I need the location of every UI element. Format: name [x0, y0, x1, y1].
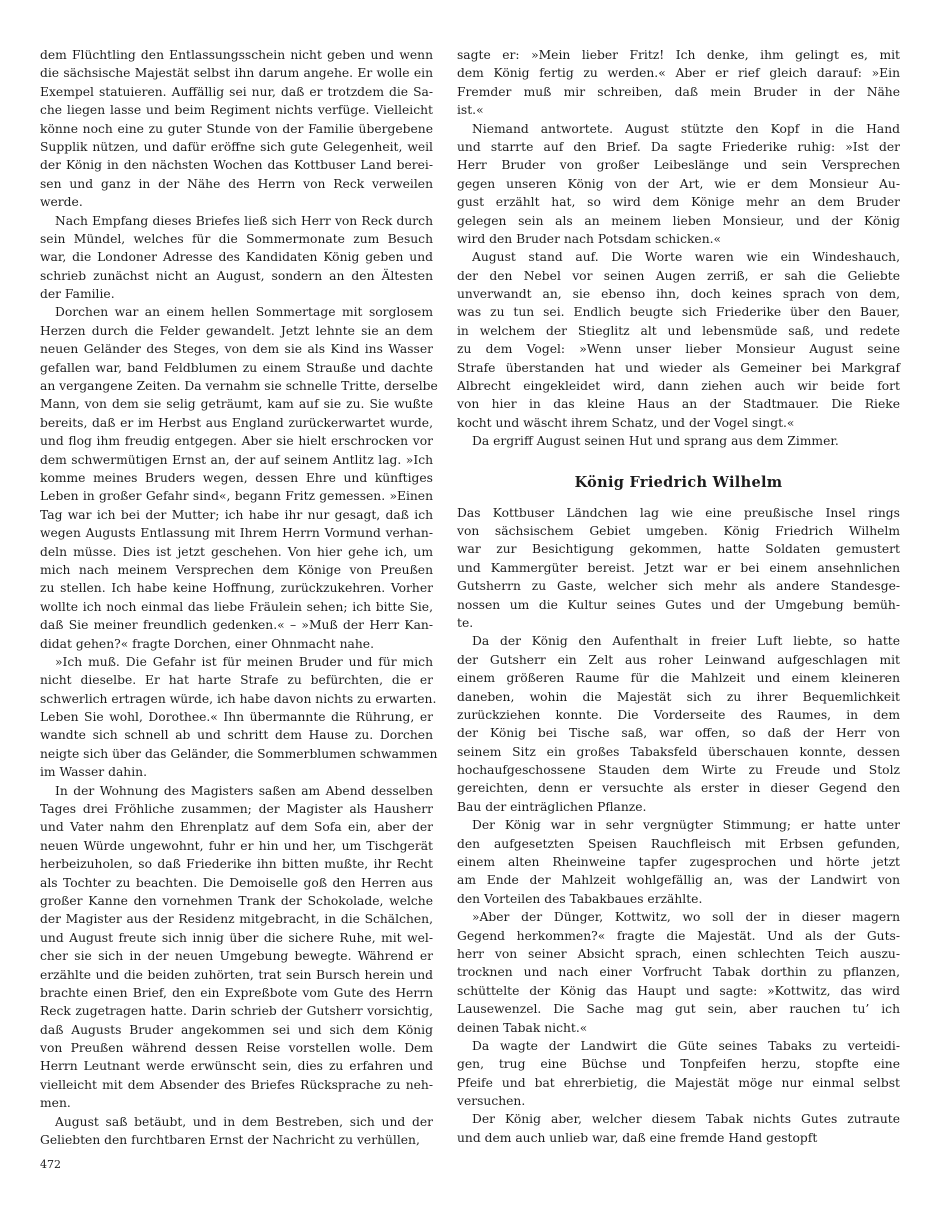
left-text-column	[40, 46, 438, 1149]
paragraph	[457, 1037, 900, 1111]
text-line: te.	[457, 615, 474, 630]
paragraph	[457, 908, 900, 1037]
text-line: der König bei Tische saß, war offen, so daß der Herr von	[457, 726, 900, 741]
text-line: und Kammergüter bereist. Jetzt war er bei einem ansehnlichen	[457, 560, 900, 575]
paragraph	[40, 1113, 433, 1150]
text-line: August stand auf. Die Worte waren wie ein Windeshauch,	[472, 250, 900, 265]
paragraph	[40, 653, 438, 782]
text-line: Exempel statuieren. Auffällig sei nur, daß er trotzdem die Sa-	[40, 84, 433, 99]
text-line: der den Nebel vor seinen Augen zerriß, er sah die Geliebte	[457, 268, 900, 283]
text-line: wegen Augusts Entlassung mit Ihrem Herrn Vormund verhan-	[40, 526, 433, 541]
text-line: der König in den nächsten Wochen das Kottbuser Land berei-	[40, 158, 433, 173]
text-line: werde.	[40, 195, 83, 210]
text-line: Herrn Leutnant werde erwünscht sein, dies zu erfahren und	[40, 1059, 433, 1074]
text-line: erzählte und die beiden zuhörten, trat sein Bursch herein und	[40, 967, 433, 982]
text-line: versuchen.	[457, 1094, 526, 1109]
text-line: zu dem Vogel: »Wenn unser lieber Monsieur August seine	[457, 342, 900, 357]
text-line: daß Sie meiner freundlich gedenken.« – »Muß der Herr Kan-	[40, 618, 433, 633]
text-line: zu stellen. Ich habe keine Hoffnung, zurückzukehren. Vorher	[40, 581, 433, 596]
text-line: sein Mündel, welches für die Sommermonate zum Besuch	[40, 231, 433, 246]
text-line: Tag war ich bei der Mutter; ich habe ihr nur gesagt, daß ich	[40, 507, 433, 522]
text-line: gereichten, denn er versuchte als erster in dieser Gegend den	[457, 781, 900, 796]
text-line: dem Flüchtling den Entlassungsschein nicht geben und wenn	[40, 48, 433, 62]
paragraph	[40, 303, 438, 652]
text-line: den aufgesetzten Speisen Rauchfleisch mit Erbsen gefunden,	[457, 836, 900, 851]
text-line: am Ende der Mahlzeit wohlgefällig an, was der Landwirt von	[457, 873, 900, 888]
text-line: unverwandt an, sie ebenso ihn, doch keines sprach von dem,	[457, 287, 900, 302]
text-line: schrieb zunächst nicht an August, sondern an den Ältesten	[40, 268, 433, 283]
text-line: und August freute sich innig über die sichere Ruhe, mit wel-	[40, 930, 433, 945]
text-line: den Vorteilen des Tabakbaues erzählte.	[457, 891, 703, 906]
paragraph	[457, 46, 900, 120]
text-line: »Aber der Dünger, Kottwitz, wo soll der in dieser magern	[472, 910, 900, 925]
paragraph	[457, 248, 900, 432]
text-line: che liegen lasse und beim Regiment nichts verfüge. Vielleicht	[40, 103, 433, 118]
text-line: hochaufgeschossene Stauden dem Wirte zu Freude und Stolz	[457, 763, 900, 778]
text-line: trocknen und nach einer Vorfrucht Tabak dorthin zu pflanzen,	[457, 965, 900, 980]
text-line: dem König fertig zu werden.« Aber er rief gleich darauf: »Ein	[457, 66, 900, 81]
text-line: Da ergriff August seinen Hut und sprang aus dem Zimmer.	[472, 434, 839, 449]
text-line: gust erzählt hat, so wird dem Könige mehr an dem Bruder	[457, 195, 900, 210]
text-line: nicht dieselbe. Er hat harte Strafe zu befürchten, die er	[40, 673, 433, 688]
text-line: Niemand antwortete. August stützte den Kopf in die Hand	[472, 121, 900, 136]
text-line: neuen Geländer des Steges, von dem sie als Kind ins Wasser	[40, 342, 433, 357]
text-line: neigte sich über das Geländer, die Sommerblumen schwammen	[40, 746, 438, 761]
text-line: daß Augusts Bruder angekommen sei und sich dem König	[40, 1022, 433, 1037]
text-line: Leben Sie wohl, Dorothee.« Ihn übermannte die Rührung, er	[40, 710, 433, 725]
text-line: war zur Besichtigung gekommen, hatte Soldaten gemustert	[457, 542, 900, 557]
text-line: Gegend herkommen?« fragte die Majestät. Und als der Guts-	[457, 928, 900, 943]
text-line: Lausewenzel. Die Sache mag gut sein, aber rauchen tu’ ich	[457, 1002, 900, 1017]
text-line: August saß betäubt, und in dem Bestreben, sich und der	[55, 1114, 433, 1129]
text-line: gen, trug eine Büchse und Tonpfeifen herzu, stopfte eine	[457, 1057, 900, 1072]
text-line: herr von seiner Absicht sprach, einen schlechten Teich auszu-	[457, 946, 900, 961]
text-line: wandte sich schnell ab und schritt dem Hause zu. Dorchen	[40, 728, 433, 743]
text-line: Gutsherrn zu Gaste, welcher sich mehr als andere Standesge-	[457, 579, 900, 594]
page-number: 472	[40, 1158, 61, 1171]
text-line: die sächsische Majestät selbst ihn darum angehe. Er wolle ein	[40, 66, 433, 81]
text-line: der Gutsherr ein Zelt aus roher Leinwand aufgeschlagen mit	[457, 652, 900, 667]
text-line: cher sie sich in der neuen Umgebung bewegte. Während er	[40, 949, 433, 964]
text-line: großer Kanne den vornehmen Trank der Schokolade, welche	[40, 893, 433, 908]
text-line: mich nach meinem Versprechen dem Könige von Preußen	[40, 562, 433, 577]
text-line: brachte einen Brief, den ein Expreßbote vom Gute des Herrn	[40, 985, 433, 1000]
text-line: schüttelte der König das Haupt und sagte: »Kottwitz, das wird	[457, 983, 900, 998]
text-line: deln müsse. Dies ist jetzt geschehen. Von hier gehe ich, um	[40, 544, 433, 559]
text-line: gegen unseren König von der Art, wie er dem Monsieur Au-	[457, 176, 900, 191]
text-line: »Ich muß. Die Gefahr ist für meinen Bruder und für mich	[55, 654, 433, 669]
text-line: was zu tun sei. Endlich beugte sich Friederike über den Bauer,	[457, 305, 900, 320]
text-line: Herr Bruder von großer Leibeslänge und sein Versprechen	[457, 158, 900, 173]
paragraph	[457, 432, 900, 450]
text-line: Mann, von dem sie selig geträumt, kam auf sie zu. Sie wußte	[40, 397, 433, 412]
text-line: war, die Londoner Adresse des Kandidaten König geben und	[40, 250, 433, 265]
paragraph	[457, 1110, 900, 1147]
text-line: deinen Tabak nicht.«	[457, 1020, 588, 1035]
text-line: der Magister aus der Residenz mitgebracht, in die Schälchen,	[40, 912, 433, 927]
text-line: Der König aber, welcher diesem Tabak nichts Gutes zutraute	[472, 1112, 900, 1127]
text-line: Supplik nützen, und dafür eröffne sich gute Gelegenheit, weil	[40, 139, 433, 154]
text-line: im Wasser dahin.	[40, 765, 147, 780]
text-line: bereits, daß er im Herbst aus England zurückerwartet wurde,	[40, 415, 433, 430]
text-line: Da der König den Aufenthalt in freier Luft liebte, so hatte	[472, 634, 900, 649]
text-line: und flog ihm freudig entgegen. Aber sie hielt erschrocken vor	[40, 434, 433, 449]
text-line: kocht und wäscht ihrem Schatz, und der Vogel singt.«	[457, 415, 795, 430]
text-line: men.	[40, 1096, 71, 1111]
text-line: Leben in großer Gefahr sind«, begann Fritz gemessen. »Einen	[40, 489, 433, 504]
paragraph	[40, 782, 433, 1113]
text-line: Strafe überstanden hat und wieder als Gemeiner bei Markgraf	[457, 360, 900, 375]
text-line: Geliebten den furchtbaren Ernst der Nachricht zu verhüllen,	[40, 1133, 420, 1148]
text-line: Herzen durch die Felder gewandelt. Jetzt lehnte sie an dem	[40, 323, 433, 338]
text-line: in welchem der Stieglitz alt und lebensmüde saß, und redete	[457, 323, 900, 338]
text-line: daneben, wohin die Majestät sich zu ihrer Bequemlichkeit	[457, 689, 900, 704]
text-line: schwerlich ertragen würde, ich habe davon nichts zu erwarten.	[40, 691, 437, 706]
text-line: einem alten Rheinweine tapfer zugesprochen und hörte jetzt	[457, 855, 900, 870]
text-line: didat gehen?« fragte Dorchen, einer Ohnmacht nahe.	[40, 636, 374, 651]
text-line: vielleicht mit dem Absender des Briefes Rücksprache zu neh-	[40, 1077, 433, 1092]
text-line: sen und ganz in der Nähe des Herrn von Reck verweilen	[40, 176, 433, 191]
text-line: gefallen war, band Feldblumen zu einem Strauße und dachte	[40, 360, 433, 375]
text-line: Albrecht eingekleidet wird, dann ziehen auch wir beide fort	[457, 379, 900, 394]
text-line: als Tochter zu beachten. Die Demoiselle goß den Herren aus	[40, 875, 433, 890]
text-line: und starrte auf den Brief. Da sagte Friederike ruhig: »Ist der	[457, 139, 900, 154]
text-line: einem größeren Raume für die Mahlzeit und einem kleineren	[457, 671, 900, 686]
text-line: komme meines Bruders wegen, dessen Ehre und künftiges	[40, 470, 433, 485]
text-line: Der König war in sehr vergnügter Stimmung; er hatte unter	[472, 818, 900, 833]
text-line: an vergangene Zeiten. Da vernahm sie schnelle Tritte, derselbe	[40, 379, 438, 394]
text-line: Das Kottbuser Ländchen lag wie eine preußische Insel rings	[457, 505, 900, 520]
text-line: neuen Würde ungewohnt, fuhr er hin und her, um Tischgerät	[40, 838, 433, 853]
text-line: seinem Sitz ein großes Tabaksfeld überschauen konnte, dessen	[457, 744, 900, 759]
paragraph	[40, 212, 433, 304]
text-line: In der Wohnung des Magisters saßen am Abend desselben	[55, 783, 433, 798]
text-line: Fremder muß mir schreiben, daß mein Bruder in der Nähe	[457, 84, 900, 99]
paragraph	[457, 504, 900, 633]
text-line: und dem auch unlieb war, daß eine fremde Hand gestopft	[457, 1130, 818, 1145]
text-line: der Familie.	[40, 287, 115, 302]
text-line: Pfeife und bat ehrerbietig, die Majestät möge nur einmal selbst	[457, 1075, 900, 1090]
section-heading: König Friedrich Wilhelm	[574, 473, 783, 491]
paragraph	[457, 816, 900, 908]
text-line: Dorchen war an einem hellen Sommertage mit sorglosem	[55, 305, 433, 320]
text-line: zurückziehen konnte. Die Vorderseite des Raumes, in dem	[457, 707, 900, 722]
paragraph	[457, 120, 900, 249]
text-line: herbeizuholen, so daß Friederike ihn bitten mußte, ihr Recht	[40, 857, 433, 872]
text-line: und Vater nahm den Ehrenplatz auf dem Sofa ein, aber der	[40, 820, 433, 835]
text-line: von sächsischem Gebiet umgeben. König Friedrich Wilhelm	[457, 523, 900, 538]
text-line: von hier in das kleine Haus an der Stadtmauer. Die Rieke	[457, 397, 900, 412]
text-line: könne noch eine zu guter Stunde von der Familie übergebene	[40, 121, 433, 136]
text-line: sagte er: »Mein lieber Fritz! Ich denke, ihm gelingt es, mit	[457, 48, 900, 62]
text-line: nossen um die Kultur seines Gutes und der Umgebung bemüh-	[457, 597, 900, 612]
text-line: wollte ich noch einmal das liebe Fräulein sehen; ich bitte Sie,	[40, 599, 433, 614]
text-line: Nach Empfang dieses Briefes ließ sich Herr von Reck durch	[55, 213, 433, 228]
paragraph	[457, 632, 900, 816]
text-line: Bau der einträglichen Pflanze.	[457, 799, 647, 814]
text-line: dem schwermütigen Ernst an, der auf seinem Antlitz lag. »Ich	[40, 452, 433, 467]
text-line: Tages drei Fröhliche zusammen; der Magister als Hausherr	[40, 802, 433, 817]
text-line: gelegen sein als an meinem lieben Monsieur, und der König	[457, 213, 900, 228]
right-text-column	[457, 46, 900, 1147]
text-line: von Preußen während dessen Reise vorstellen wolle. Dem	[40, 1041, 433, 1056]
text-line: wird den Bruder nach Potsdam schicken.«	[457, 231, 722, 246]
text-line: ist.«	[457, 103, 484, 118]
text-line: Reck zugetragen hatte. Darin schrieb der Gutsherr vorsichtig,	[40, 1004, 433, 1019]
text-line: Da wagte der Landwirt die Güte seines Tabaks zu verteidi-	[472, 1038, 900, 1053]
paragraph	[40, 46, 433, 212]
